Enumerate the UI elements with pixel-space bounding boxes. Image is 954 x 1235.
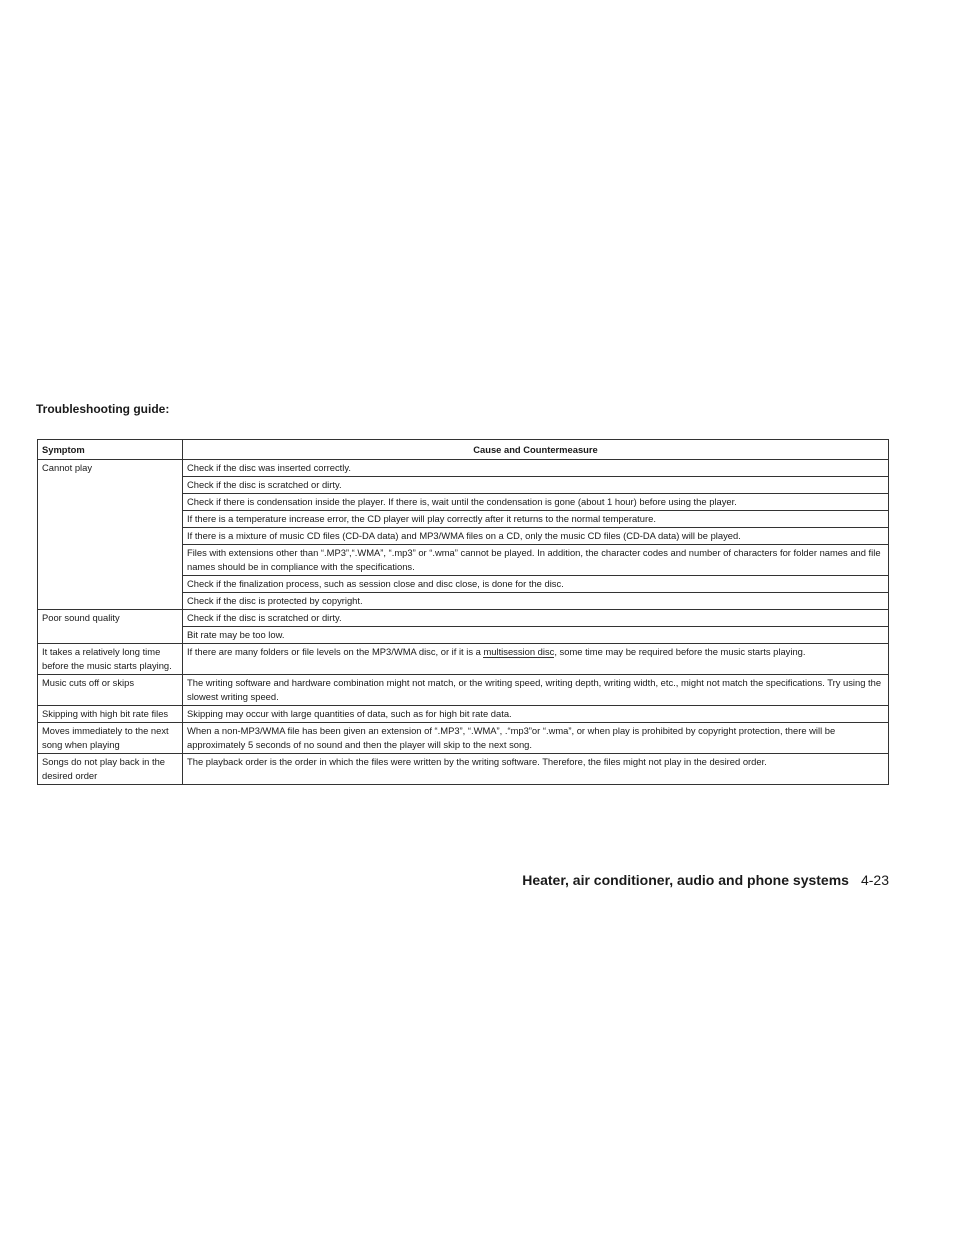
cause-cell: Check if the finalization process, such as session close and disc close, is done for the disc. xyxy=(183,576,889,593)
table-row xyxy=(38,675,889,706)
cause-text: If there are many folders or file levels on the MP3/WMA disc, or if it is a xyxy=(187,646,484,657)
table-row xyxy=(38,723,889,754)
footer-section-title: Heater, air conditioner, audio and phone systems xyxy=(522,872,849,888)
troubleshooting-table xyxy=(37,439,889,785)
cause-cell: Files with extensions other than “.MP3”,“.WMA”, “.mp3” or “.wma” cannot be played. In addition, the character codes and number of characters for folder names and file names should be in compliance with the specifications. xyxy=(183,545,889,576)
multisession-disc-link[interactable]: multisession disc xyxy=(483,646,555,657)
cause-cell: Skipping may occur with large quantities of data, such as for high bit rate data. xyxy=(183,706,889,723)
table-row xyxy=(38,754,889,785)
table-row xyxy=(38,644,889,675)
cause-cell: Check if the disc is protected by copyright. xyxy=(183,593,889,610)
table-row xyxy=(38,610,889,627)
cause-cell: Check if the disc is scratched or dirty. xyxy=(183,477,889,494)
cause-cell xyxy=(183,644,889,675)
symptom-cell: Moves immediately to the next song when playing xyxy=(38,723,183,754)
symptom-cell: Poor sound quality xyxy=(38,610,183,644)
cause-cell: The writing software and hardware combination might not match, or the writing speed, writing depth, writing width, etc., might not match the specifications. Try using the slowest writing speed. xyxy=(183,675,889,706)
cause-cell: Check if the disc was inserted correctly. xyxy=(183,460,889,477)
symptom-cell: Skipping with high bit rate files xyxy=(38,706,183,723)
header-cause: Cause and Countermeasure xyxy=(183,440,889,460)
section-heading: Troubleshooting guide: xyxy=(36,402,170,416)
page-footer xyxy=(522,872,889,888)
table-row xyxy=(38,460,889,477)
table-header-row xyxy=(38,440,889,460)
cause-text: , some time may be required before the music starts playing. xyxy=(554,646,806,657)
symptom-cell: Cannot play xyxy=(38,460,183,610)
symptom-cell: It takes a relatively long time before the music starts playing. xyxy=(38,644,183,675)
cause-cell: If there is a temperature increase error, the CD player will play correctly after it returns to the normal temperature. xyxy=(183,511,889,528)
page-number: 4-23 xyxy=(860,872,889,888)
cause-cell: Check if there is condensation inside the player. If there is, wait until the condensation is gone (about 1 hour) before using the player. xyxy=(183,494,889,511)
table-row xyxy=(38,706,889,723)
cause-cell: If there is a mixture of music CD files (CD-DA data) and MP3/WMA files on a CD, only the music CD files (CD-DA data) will be played. xyxy=(183,528,889,545)
symptom-cell: Songs do not play back in the desired order xyxy=(38,754,183,785)
header-symptom: Symptom xyxy=(38,440,183,460)
cause-cell: When a non-MP3/WMA file has been given an extension of “.MP3”, “.WMA”, .“mp3”or “.wma”, or when play is prohibited by copyright protection, there will be approximately 5 seconds of no sound and then the player will skip to the next song. xyxy=(183,723,889,754)
cause-cell: The playback order is the order in which the files were written by the writing software. Therefore, the files might not play in the desired order. xyxy=(183,754,889,785)
cause-cell: Bit rate may be too low. xyxy=(183,627,889,644)
cause-cell: Check if the disc is scratched or dirty. xyxy=(183,610,889,627)
symptom-cell: Music cuts off or skips xyxy=(38,675,183,706)
